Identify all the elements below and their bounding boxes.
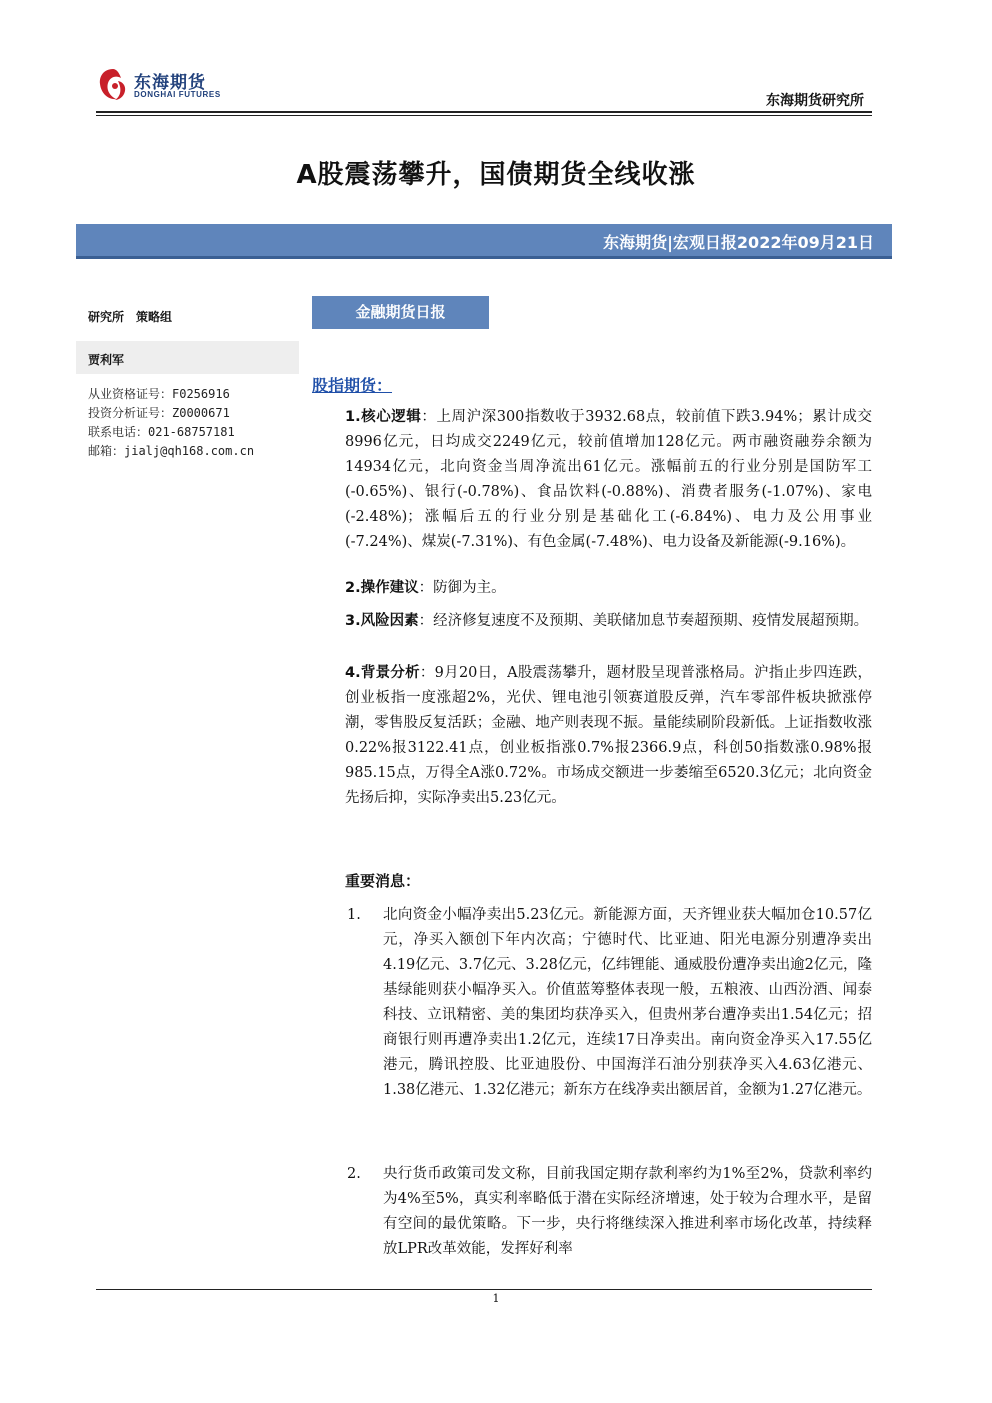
news-title: 重要消息： [345, 872, 421, 890]
report-banner [76, 224, 892, 259]
news-item-number: 2. [347, 1166, 361, 1182]
paragraph-core-logic [345, 405, 872, 555]
paragraph-text: ：防御为主。 [418, 580, 506, 596]
logo-en-text: DONGHAI FUTURES [134, 90, 221, 99]
logo-emblem-icon [96, 66, 130, 104]
paragraph-background [345, 661, 872, 811]
header-rule [96, 111, 872, 113]
qualification-number: 从业资格证号：F0256916 [88, 387, 230, 401]
email-address: 邮箱：jialj@qh168.com.cn [88, 444, 255, 458]
paragraph-text: ：经济修复速度不及预期、美联储加息节奏超预期、疫情发展超预期。 [418, 613, 869, 629]
paragraph-text: ：上周沪深300指数收于3932.68点，较前值下跌3.94%；累计成交8996亿元，日均成交2249亿元，较前值增加128亿元。两市融资融券余额为14934亿元，北向资金当周净流出61亿元。涨幅前五的行业分别是国防军工(-0.65%)、银行(-0.78%)、食品饮料(-0.88%)、消费者服务(-1.07%)、家电(-2.48%)；涨幅后五的行业分别是基础化工(-6.84%)、电力及公用事业(-7.24%)、煤炭(-7.31%)、有色金属(-7.48%)、电力设备及新能源(-9.16%)。 [345, 409, 872, 550]
paragraph-text: ：9月20日，A股震荡攀升，题材股呈现普涨格局。沪指止步四连跌，创业板指一度涨超2%，光伏、锂电池引领赛道股反弹，汽车零部件板块掀涨停潮，零售股反复活跃；金融、地产则表现不振。量能续刷阶段新低。上证指数收涨0.22%报3122.41点，创业板指涨0.7%报2366.9点，科创50指数涨0.98%报985.15点，万得全A涨0.72%。市场成交额进一步萎缩至6520.3亿元；北向资金先扬后抑，实际净卖出5.23亿元。 [345, 665, 872, 806]
page-number: 1 [492, 1292, 500, 1305]
sidebar-dept: 研究所 策略组 [88, 310, 173, 324]
news-item-text: 央行货币政策司发文称，目前我国定期存款利率约为1%至2%，贷款利率约为4%至5%，真实利率略低于潜在实际经济增速，处于较为合理水平，是留有空间的最优策略。下一步，央行将继续深入推进利率市场化改革，持续释放LPR改革效能，发挥好利率 [383, 1166, 872, 1257]
header-rule-thin [96, 115, 872, 116]
sidebar-author-box [76, 341, 299, 374]
banner-text: 东海期货|宏观日报2022年09月21日 [603, 233, 874, 252]
news-list [345, 1162, 872, 1262]
paragraph-operation [345, 576, 872, 601]
sidebar-author-name: 贾利军 [88, 353, 125, 367]
sidebar-contact-info [88, 385, 254, 461]
paragraph-label: 3.风险因素 [345, 613, 419, 629]
company-logo [96, 66, 236, 106]
section-title: 股指期货： [312, 376, 393, 395]
analyst-number: 投资分析证号：Z0000671 [88, 406, 230, 420]
news-item-text: 北向资金小幅净卖出5.23亿元。新能源方面，天齐锂业获大幅加仓10.57亿元，净买入额创下年内次高；宁德时代、比亚迪、阳光电源分别遭净卖出4.19亿元、3.7亿元、3.28亿元，亿纬锂能、通威股份遭净卖出逾2亿元，隆基绿能则获小幅净买入。价值蓝筹整体表现一般，五粮液、山西汾酒、闻泰科技、立讯精密、美的集团均获净买入，但贵州茅台遭净卖出1.54亿元；招商银行则再遭净卖出1.2亿元，连续17日净卖出。南向资金净买入17.55亿港元，腾讯控股、比亚迪股份、中国海洋石油分别获净买入4.63亿港元、1.38亿港元、1.32亿港元；新东方在线净卖出额居首，金额为1.27亿港元。 [383, 907, 872, 1098]
report-type-tab: 金融期货日报 [312, 296, 489, 329]
org-name: 东海期货研究所 [766, 93, 864, 109]
paragraph-risk [345, 609, 872, 634]
paragraph-label: 1.核心逻辑 [345, 409, 422, 425]
news-item [345, 1162, 872, 1262]
paragraph-label: 2.操作建议 [345, 580, 419, 596]
news-list [345, 903, 872, 1103]
footer-rule [96, 1289, 872, 1290]
news-item [345, 903, 872, 1103]
paragraph-label: 4.背景分析 [345, 665, 420, 681]
news-item-number: 1. [347, 907, 361, 923]
page-title: A股震荡攀升，国债期货全线收涨 [296, 160, 696, 190]
logo-cn-text: 东海期货 [134, 73, 206, 93]
phone-number: 联系电话：021-68757181 [88, 425, 235, 439]
